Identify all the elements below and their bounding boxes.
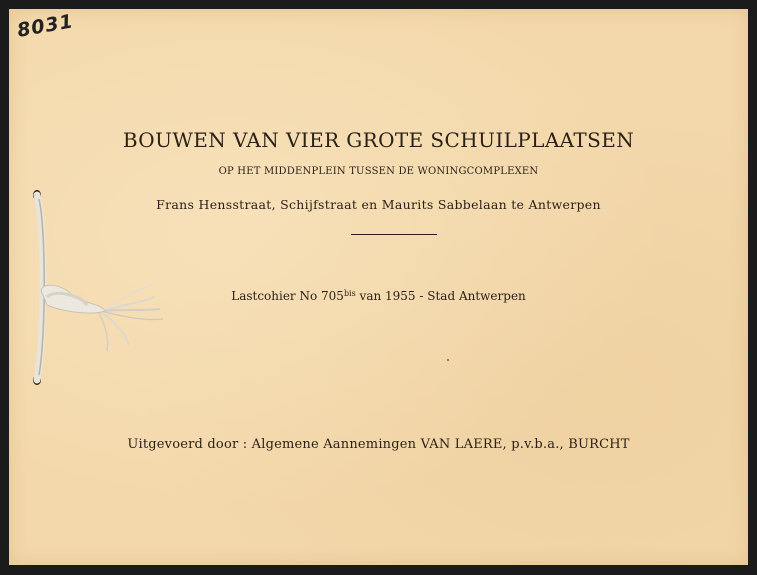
lastcohier-suffix: van 1955 - Stad Antwerpen (355, 289, 526, 303)
document-subtitle: OP HET MIDDENPLEIN TUSSEN DE WONINGCOMPLEXEN (218, 166, 539, 177)
lastcohier-superscript: bis (343, 289, 356, 298)
binding-fray-6 (105, 312, 163, 320)
lastcohier-line (9, 289, 748, 303)
string-binding (25, 185, 175, 385)
document-cover (9, 9, 748, 565)
divider-rule (351, 234, 437, 235)
document-streets: Frans Hensstraat, Schijfstraat en Maurits Sabbelaan te Antwerpen (156, 197, 601, 212)
binding-fray-4 (99, 313, 108, 351)
document-title: BOUWEN VAN VIER GROTE SCHUILPLAATSEN (122, 128, 635, 152)
paper-speck (447, 359, 449, 361)
binding-fray-2 (105, 309, 160, 311)
lastcohier-prefix: Lastcohier No 705 (231, 289, 344, 303)
executed-by-line: Uitgevoerd door : Algemene Aannemingen VAN LAERE, p.v.b.a., BURCHT (127, 437, 630, 452)
handwritten-archive-number: 8031 (15, 10, 76, 42)
